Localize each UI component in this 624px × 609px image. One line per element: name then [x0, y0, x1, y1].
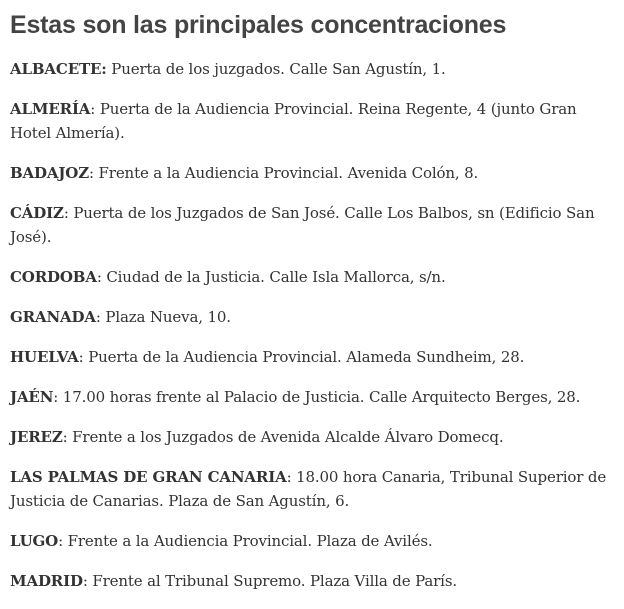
list-item-granada — [10, 305, 618, 329]
location-text: : 18.00 hora Canaria, Tribunal Superior de Justicia de Canarias. Plaza de San Agustín, 6. — [10, 468, 607, 510]
city-name: GRANADA — [10, 308, 96, 326]
city-name: BADAJOZ — [10, 164, 90, 182]
concentration-list — [10, 57, 618, 593]
city-name: CORDOBA — [10, 268, 97, 286]
list-item-lugo — [10, 529, 618, 553]
list-item-jerez — [10, 425, 618, 449]
location-text: : Puerta de la Audiencia Provincial. Alameda Sundheim, 28. — [78, 348, 525, 366]
list-item-cadiz — [10, 201, 618, 249]
city-name: JEREZ — [10, 428, 63, 446]
list-item-huelva — [10, 345, 618, 369]
city-name: HUELVA — [10, 348, 79, 366]
city-name: ALMERÍA — [10, 100, 91, 118]
section-heading: Estas son las principales concentraciones — [10, 11, 507, 39]
location-text: : 17.00 horas frente al Palacio de Justicia. Calle Arquitecto Berges, 28. — [53, 388, 581, 406]
list-item-almeria — [10, 97, 618, 145]
list-item-madrid — [10, 569, 618, 593]
location-text: : Frente al Tribunal Supremo. Plaza Villa de París. — [82, 572, 457, 590]
city-name: LAS PALMAS DE GRAN CANARIA — [10, 468, 287, 486]
location-text: : Plaza Nueva, 10. — [95, 308, 231, 326]
list-item-jaen — [10, 385, 618, 409]
city-name: JAÉN — [10, 388, 54, 406]
list-item-las-palmas — [10, 465, 618, 513]
location-text: : Puerta de la Audiencia Provincial. Reina Regente, 4 (junto Gran Hotel Almería). — [10, 100, 577, 142]
city-name: LUGO — [10, 532, 59, 550]
location-text: : Puerta de los Juzgados de San José. Calle Los Balbos, sn (Edificio San José). — [10, 204, 595, 246]
list-item-cordoba — [10, 265, 618, 289]
list-item-badajoz — [10, 161, 618, 185]
city-name: MADRID — [10, 572, 83, 590]
location-text: : Frente a los Juzgados de Avenida Alcalde Álvaro Domecq. — [62, 428, 504, 446]
location-text: Puerta de los juzgados. Calle San Agustín, 1. — [106, 60, 446, 78]
list-item-albacete — [10, 57, 618, 81]
article-body — [10, 0, 618, 609]
location-text: : Frente a la Audiencia Provincial. Plaza de Avilés. — [58, 532, 433, 550]
city-name: CÁDIZ — [10, 204, 64, 222]
city-name: ALBACETE: — [10, 60, 107, 78]
location-text: : Ciudad de la Justicia. Calle Isla Mallorca, s/n. — [96, 268, 446, 286]
location-text: : Frente a la Audiencia Provincial. Avenida Colón, 8. — [89, 164, 479, 182]
